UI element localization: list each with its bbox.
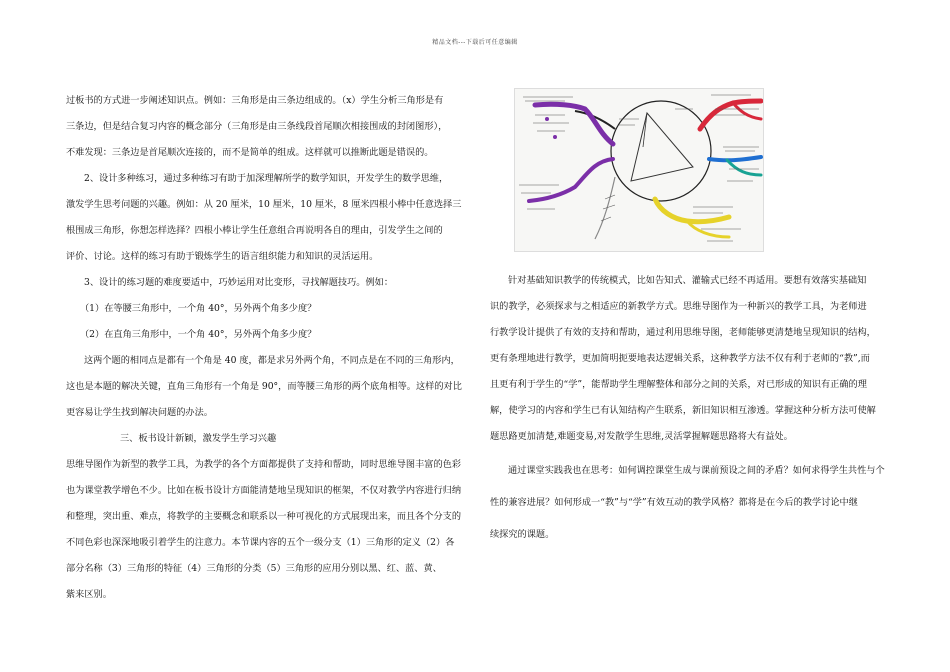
text-line: 思维导图作为新型的教学工具，为教学的各个方面都提供了支持和帮助，同时思维导图丰富的色彩 bbox=[66, 459, 462, 470]
text-line: 性的兼容进展？如何形成一“教”与“学”有效互动的教学风格？都将是在今后的教学讨论中继 bbox=[490, 497, 858, 508]
left-column bbox=[66, 88, 470, 608]
text-line: 2、设计多种练习，通过多种练习有助于加深理解所学的数学知识，开发学生的数学思维， bbox=[84, 173, 449, 184]
paragraph-reflection bbox=[490, 458, 894, 548]
center-triangle bbox=[631, 113, 693, 181]
paragraph-comparison bbox=[66, 348, 470, 426]
branch-blue bbox=[709, 157, 761, 160]
paragraph-difficulty: 3、设计的练习题的难度要适中，巧妙运用对比变形，寻找解题技巧。例如： bbox=[84, 277, 394, 288]
center-circle bbox=[611, 101, 711, 201]
branch-purple-lower bbox=[529, 159, 613, 201]
text-line: 和整理，突出重、难点，将教学的主要概念和联系以一种可视化的方式展现出来，而且各个分支的 bbox=[66, 511, 462, 522]
text-line: 通过课堂实践我也在思考：如何调控课堂生成与课前预设之间的矛盾？如何求得学生共性与个 bbox=[508, 465, 885, 476]
purple-circles bbox=[545, 117, 557, 139]
text-line: 不同色彩也深深地吸引着学生的注意力。本节课内容的五个一级分支（1）三角形的定义（2）各 bbox=[66, 537, 455, 548]
text-line: 紫来区别。 bbox=[66, 589, 112, 600]
page-header: 精品文档---下载后可任意编辑 bbox=[432, 39, 518, 46]
text-line: 针对基础知识教学的传统模式，比如告知式、灌输式已经不再适用。要想有效落实基础知 bbox=[508, 275, 867, 286]
triangle-height-line bbox=[643, 113, 647, 147]
branch-teal bbox=[727, 160, 761, 175]
text-line: 部分名称（3）三角形的特征（4）三角形的分类（5）三角形的应用分别以黑、红、蓝、黄、 bbox=[66, 563, 442, 574]
text-line: 三条边，但是结合复习内容的概念部分（三角形是由三条线段首尾顺次相接围成的封闭图形）， bbox=[66, 121, 448, 132]
text-line: 更有条理地进行教学，更加简明扼要地表达逻辑关系，这种教学方法不仅有利于老师的“教”,而 bbox=[490, 353, 870, 364]
mind-map-drawing bbox=[515, 89, 763, 251]
text-line: 这也是本题的解决关键，直角三角形有一个角是 90°，而等腰三角形的两个底角相等。这样的对比 bbox=[66, 381, 462, 392]
text-line: 过板书的方式进一步阐述知识点。例如：三角形是由三条边组成的。（x）学生分析三角形是有 bbox=[66, 95, 444, 106]
text-line: 识的教学，必须探求与之相适应的新教学方式。思维导图作为一种新兴的教学工具，为老师进 bbox=[490, 301, 867, 312]
paragraph-practice bbox=[66, 166, 470, 270]
text-line: 激发学生思考问题的兴趣。例如：从 20 厘米，10 厘米，10 厘米，8 厘米四根小棒中任意选择三 bbox=[66, 199, 462, 210]
section-heading: 三、板书设计新颖，激发学生学习兴趣 bbox=[120, 433, 277, 444]
question-2: （2）在直角三角形中，一个角 40°，另外两个角多少度？ bbox=[80, 329, 317, 340]
text-line: 根围成三角形，你想怎样选择？四根小棒让学生任意组合再说明各自的理由，引发学生之间的 bbox=[66, 225, 443, 236]
branch-yellow bbox=[655, 199, 729, 222]
text-line: 也为课堂教学增色不少。比如在板书设计方面能清楚地呈现知识的框架，不仅对教学内容进行归纳 bbox=[66, 485, 462, 496]
text-line: 不难发现：三条边是首尾顺次连接的，而不是简单的组成。这样就可以推断此题是错误的。 bbox=[66, 147, 434, 158]
paragraph-mindmap bbox=[66, 452, 470, 608]
text-line: 续探究的课题。 bbox=[490, 529, 555, 540]
text-line: 且更有利于学生的“学”，能帮助学生理解整体和部分之间的关系，对已形成的知识有正确的理 bbox=[490, 379, 867, 390]
text-line: 题思路更加清楚,难题变易,对发散学生思维,灵活掌握解题思路将大有益处。 bbox=[490, 431, 793, 442]
text-line: 这两个题的相同点是都有一个角是 40 度，都是求另外两个角，不同点是在不同的三角形内， bbox=[84, 355, 460, 366]
text-line: 行教学设计提供了有效的支持和帮助，通过利用思维导图，老师能够更清楚地呈现知识的结构， bbox=[490, 327, 876, 338]
paragraph-mindmap-benefits bbox=[490, 268, 894, 450]
branch-purple bbox=[535, 104, 613, 144]
branch-red-sub bbox=[733, 103, 761, 119]
text-line: 评价、讨论。这样的练习有助于锻炼学生的语言组织能力和知识的灵活运用。 bbox=[66, 251, 379, 262]
question-1: （1）在等腰三角形中，一个角 40°，另外两个角多少度？ bbox=[80, 303, 317, 314]
text-line: 更容易让学生找到解决问题的办法。 bbox=[66, 407, 213, 418]
paragraph-intro bbox=[66, 88, 470, 166]
text-line: 解，使学习的内容和学生已有认知结构产生联系，新旧知识相互渗透。掌握这种分析方法可使解 bbox=[490, 405, 876, 416]
right-column bbox=[490, 268, 894, 548]
branch-gray bbox=[595, 177, 615, 239]
mind-map-image bbox=[514, 88, 764, 252]
